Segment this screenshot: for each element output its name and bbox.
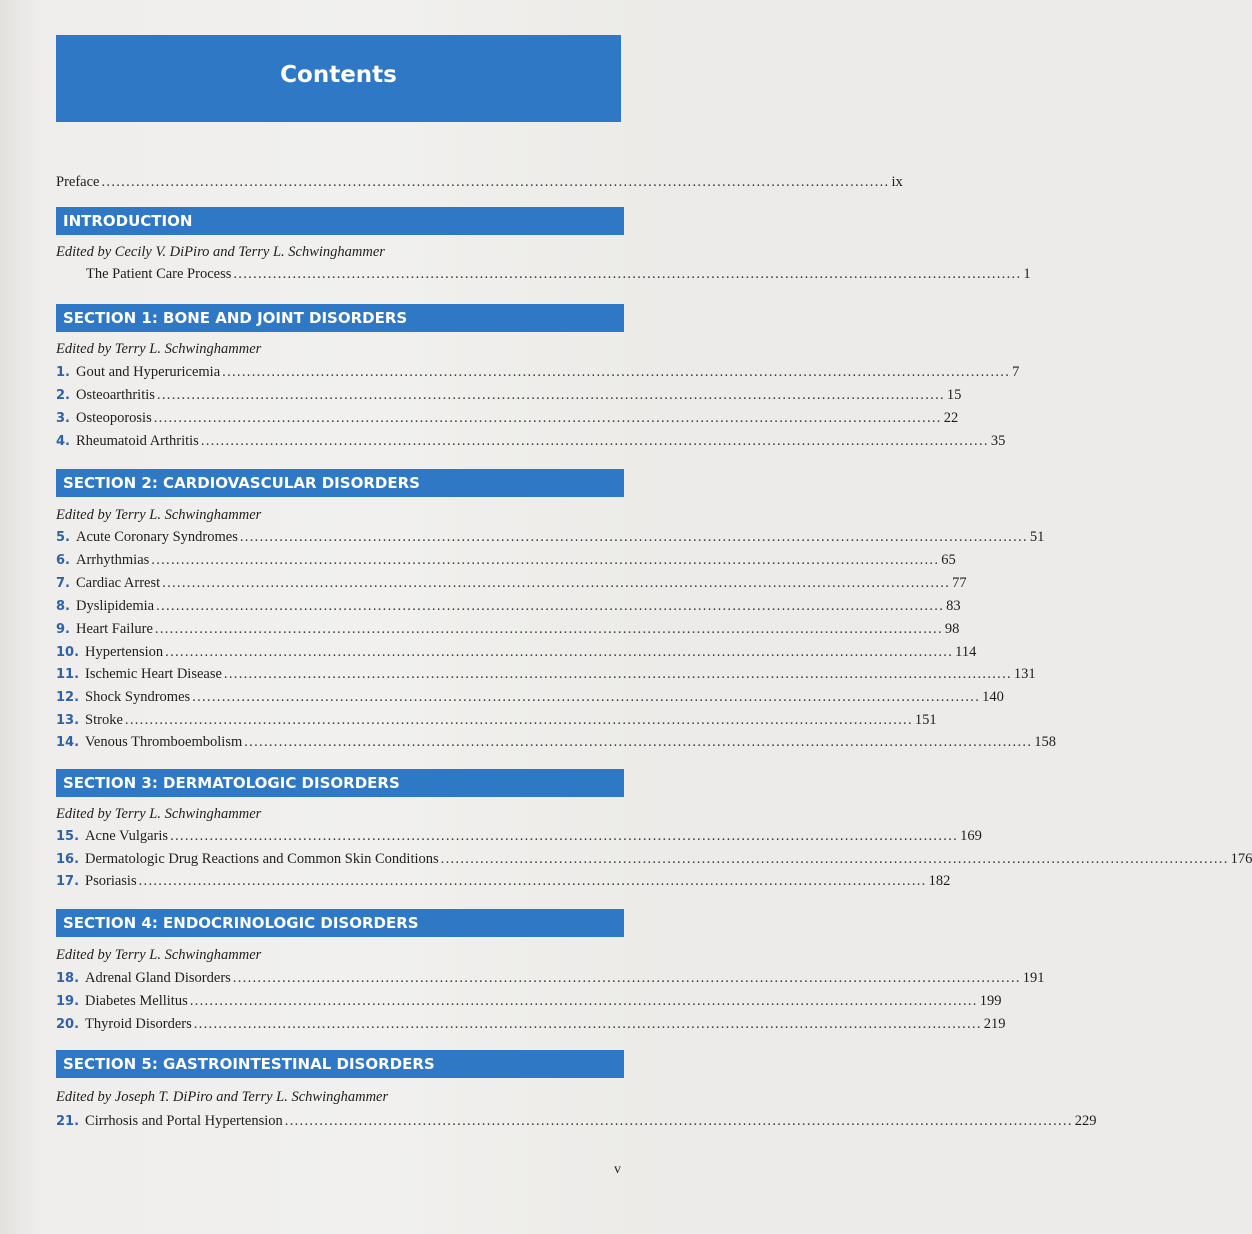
toc-entry-label: Hypertension [85,644,164,660]
toc-entry-page: 35 [990,433,1006,449]
leader-dots: ................................................................................................................................................................ [244,734,1033,750]
toc-entry[interactable] [56,851,1252,873]
section-heading: SECTION 5: GASTROINTESTINAL DISORDERS [56,1050,624,1078]
toc-entry[interactable] [56,410,959,432]
chapter-number: 17. [56,874,80,889]
leader-dots: ................................................................................................................................................................ [440,851,1229,867]
toc-entry[interactable] [56,712,937,734]
section-editors: Edited by Terry L. Schwinghammer [56,507,262,523]
toc-entry-label: The Patient Care Process [86,266,232,282]
chapter-number: 19. [56,994,80,1009]
leader-dots: ................................................................................................................................................................ [138,873,927,889]
leader-dots: ................................................................................................................................................................ [233,266,1022,282]
chapter-number: 3. [56,411,70,426]
toc-entry-label: Shock Syndromes [85,689,191,705]
toc-entry[interactable] [56,970,1045,992]
toc-entry-label: Arrhythmias [75,552,150,568]
toc-entry[interactable] [56,598,961,620]
chapter-number: 5. [56,530,70,545]
toc-entry[interactable] [56,828,982,850]
section-editors: Edited by Terry L. Schwinghammer [56,341,262,357]
toc-entry-page: 77 [952,575,967,591]
section-editors: Edited by Terry L. Schwinghammer [56,947,262,963]
chapter-number: 20. [56,1017,80,1032]
toc-entry-page: 51 [1029,529,1045,545]
toc-entry-label: Rheumatoid Arthritis [75,433,199,449]
toc-entry-label: Acne Vulgaris [85,828,169,844]
toc-entry[interactable] [56,575,967,597]
leader-dots: ................................................................................................................................................................ [153,410,942,426]
leader-dots: ................................................................................................................................................................ [101,174,890,190]
toc-entry-page: 151 [914,712,937,728]
toc-entry-page: 140 [982,689,1004,705]
leader-dots: ................................................................................................................................................................ [154,621,943,637]
leader-dots: ................................................................................................................................................................ [170,828,959,844]
toc-entry-page: 158 [1034,734,1056,750]
toc-entry-label: Heart Failure [75,621,153,637]
leader-dots: ................................................................................................................................................................ [193,1016,982,1032]
chapter-number: 14. [56,735,80,750]
toc-entry-page: 182 [928,873,951,889]
toc-entry[interactable] [56,734,1056,756]
toc-entry-preface[interactable] [56,174,903,196]
toc-entry-label: Osteoporosis [75,410,152,426]
toc-entry-label: Cirrhosis and Portal Hypertension [85,1113,283,1129]
section-heading: SECTION 1: BONE AND JOINT DISORDERS [56,304,624,332]
leader-dots: ................................................................................................................................................................ [192,689,981,705]
toc-entry-page: 176 [1230,851,1252,867]
toc-entry-label: Dyslipidemia [75,598,155,614]
leader-dots: ................................................................................................................................................................ [156,598,945,614]
toc-entry[interactable] [56,433,1006,455]
leader-dots: ................................................................................................................................................................ [124,712,913,728]
toc-entry[interactable] [56,1016,1006,1038]
toc-entry[interactable] [56,644,977,666]
page-title: Contents [280,61,397,88]
chapter-number: 11. [56,667,80,682]
leader-dots: ................................................................................................................................................................ [222,364,1011,380]
toc-entry-page: 114 [955,644,977,660]
toc-entry-page: 199 [979,993,1002,1009]
leader-dots: ................................................................................................................................................................ [165,644,954,660]
chapter-number: 21. [56,1114,80,1129]
toc-entry-label: Psoriasis [85,873,137,889]
toc-entry-label: Osteoarthritis [75,387,155,403]
toc-entry-page: 131 [1013,666,1036,682]
toc-entry[interactable] [86,266,1031,288]
toc-entry[interactable] [56,666,1036,688]
toc-entry-page: 98 [944,621,960,637]
toc-entry-page: 229 [1074,1113,1097,1129]
chapter-number: 15. [56,829,80,844]
chapter-number: 18. [56,971,80,986]
chapter-number: 2. [56,388,70,403]
chapter-number: 8. [56,599,70,614]
toc-entry-label: Adrenal Gland Disorders [85,970,231,986]
toc-entry-label: Preface [56,174,100,190]
toc-entry[interactable] [56,689,1004,711]
chapter-number: 9. [56,622,70,637]
toc-entry[interactable] [56,364,1020,386]
toc-entry[interactable] [56,1113,1097,1135]
leader-dots: ................................................................................................................................................................ [239,529,1028,545]
chapter-number: 12. [56,690,80,705]
leader-dots: ................................................................................................................................................................ [223,666,1012,682]
chapter-number: 10. [56,645,80,660]
toc-entry-label: Thyroid Disorders [85,1016,192,1032]
chapter-number: 1. [56,365,70,380]
toc-entry-label: Ischemic Heart Disease [85,666,222,682]
section-editors: Edited by Cecily V. DiPiro and Terry L. Schwinghammer [56,244,385,260]
toc-entry-page: 219 [983,1016,1006,1032]
leader-dots: ................................................................................................................................................................ [284,1113,1073,1129]
toc-entry-page: 15 [946,387,962,403]
folio-number: v [614,1162,621,1177]
toc-entry[interactable] [56,387,962,409]
toc-entry-label: Stroke [85,712,123,728]
toc-entry-label: Dermatologic Drug Reactions and Common Skin Conditions [85,851,439,867]
toc-entry-page: 65 [941,552,956,568]
chapter-number: 16. [56,852,80,867]
section-heading: SECTION 2: CARDIOVASCULAR DISORDERS [56,469,624,497]
toc-entry[interactable] [56,873,951,895]
chapter-number: 13. [56,713,80,728]
toc-entry-page: 191 [1022,970,1045,986]
toc-entry-page: 1 [1023,266,1031,282]
leader-dots: ................................................................................................................................................................ [189,993,978,1009]
leader-dots: ................................................................................................................................................................ [162,575,951,591]
toc-entry[interactable] [56,993,1002,1015]
toc-entry-page: 22 [943,410,959,426]
toc-entry-label: Gout and Hyperuricemia [75,364,221,380]
chapter-number: 7. [56,576,70,591]
section-editors: Edited by Terry L. Schwinghammer [56,806,262,822]
contents-banner [56,35,621,122]
toc-entry-page: 169 [960,828,982,844]
toc-entry-page: 7 [1012,364,1020,380]
toc-entry[interactable] [56,552,956,574]
toc-entry-label: Venous Thromboembolism [85,734,243,750]
toc-entry[interactable] [56,529,1045,551]
section-heading: SECTION 4: ENDOCRINOLOGIC DISORDERS [56,909,624,937]
leader-dots: ................................................................................................................................................................ [232,970,1021,986]
toc-entry-label: Acute Coronary Syndromes [75,529,238,545]
toc-entry-page: ix [891,174,903,190]
toc-entry-label: Diabetes Mellitus [85,993,188,1009]
toc-entry[interactable] [56,621,960,643]
toc-entry-page: 83 [946,598,961,614]
leader-dots: ................................................................................................................................................................ [200,433,989,449]
section-heading: SECTION 3: DERMATOLOGIC DISORDERS [56,769,624,797]
toc-entry-label: Cardiac Arrest [75,575,161,591]
leader-dots: ................................................................................................................................................................ [156,387,945,403]
chapter-number: 4. [56,434,70,449]
leader-dots: ................................................................................................................................................................ [151,552,940,568]
chapter-number: 6. [56,553,70,568]
section-heading: INTRODUCTION [56,207,624,235]
section-editors: Edited by Joseph T. DiPiro and Terry L. Schwinghammer [56,1089,389,1105]
